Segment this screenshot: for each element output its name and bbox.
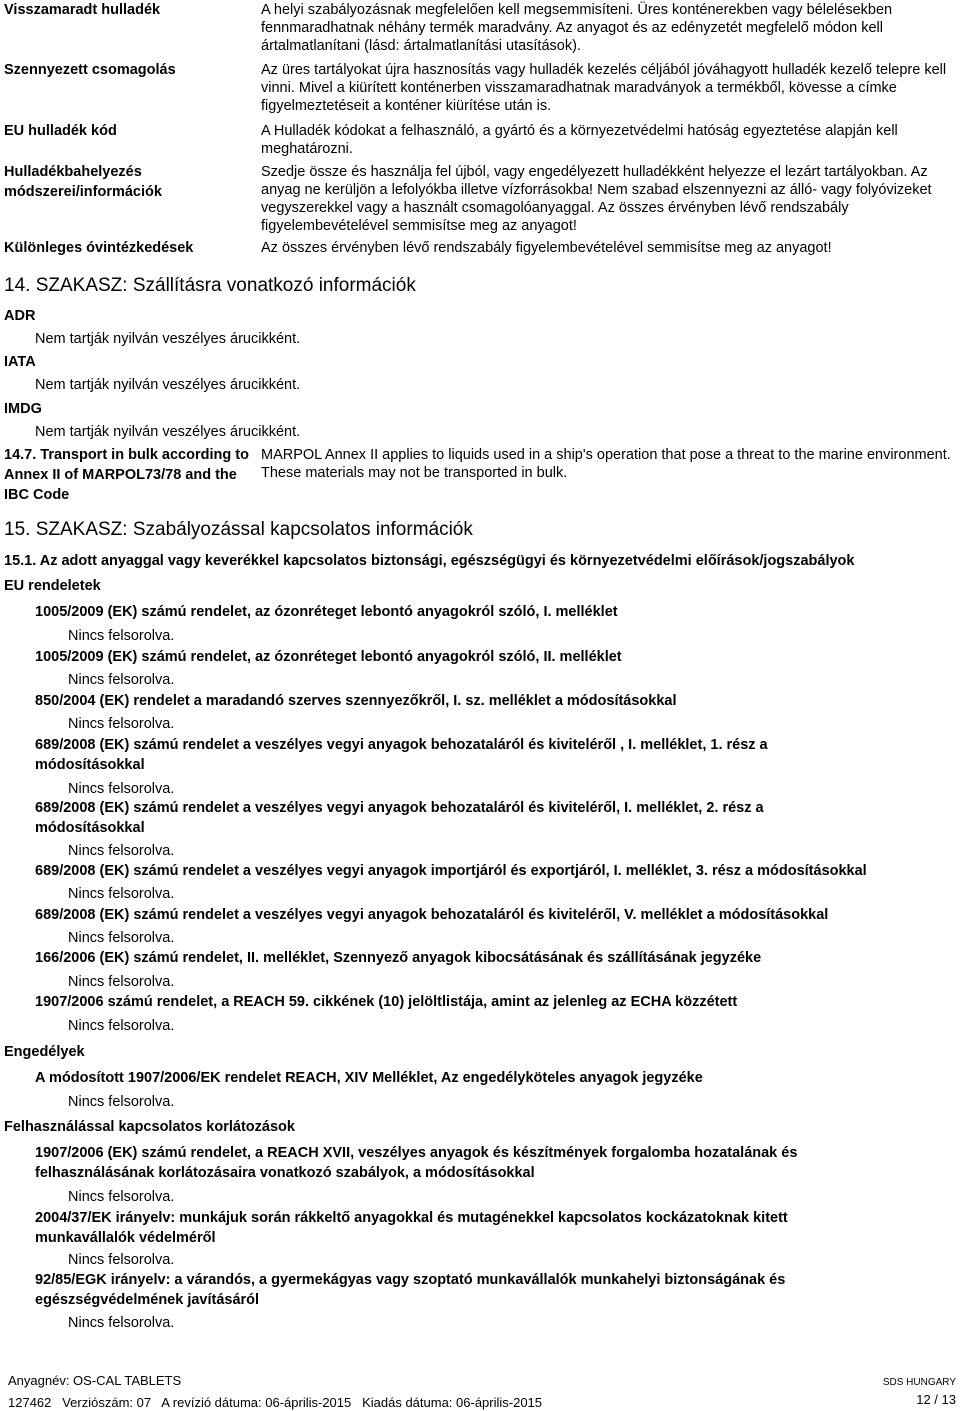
not-listed-text: Nincs felsorolva. xyxy=(68,886,175,902)
permits-heading: Engedélyek xyxy=(4,1044,85,1060)
text-eu-waste-code: A Hulladék kódokat a felhasználó, a gyártó és a környezetvédelmi hatóság egyeztetése alapján kell meghatározni. xyxy=(261,123,898,157)
permits-regulation-item: A módosított 1907/2006/EK rendelet REACH, XIV Melléklet, Az engedélyköteles anyagok jegyzéke xyxy=(35,1070,703,1086)
eu-regulation-item: 1005/2009 (EK) számú rendelet, az ózonréteget lebontó anyagokról szóló, I. melléklet xyxy=(35,604,618,620)
subsection-15-1: 15.1. Az adott anyaggal vagy keverékkel kapcsolatos biztonsági, egészségügyi és környezetvédelmi előírások/jogszabályok xyxy=(4,553,855,569)
label-eu-waste-code: EU hulladék kód xyxy=(4,123,117,139)
not-listed-text: Nincs felsorolva. xyxy=(68,781,175,797)
text-contaminated-packaging: Az üres tartályokat újra hasznosítás vagy hulladék kezelés céljából jóváhagyott hulladék kezelő telepre kell vinni. Mivel a kiürített konténerben visszamaradhatnak maradványok a termékből, kövesse a címke figyelmeztetéseit a konténer kiürítése után is. xyxy=(261,62,947,114)
text-disposal-methods: Szedje össze és használja fel újból, vagy engedélyezett hulladékként helyezze el lezárt tartályokban. Az anyag ne kerüljön a lefolyókba illetve vízforrásokba! Nem szabad elszennyezni az álló- vagy folyóvizeket vegyszerekkel vagy a használt csomagolóanyaggal. Az összes érvényben lévő rendszabály figyelembevételével semmisítse meg az anyagot! xyxy=(261,164,932,234)
not-listed-text: Nincs felsorolva. xyxy=(68,716,175,732)
iata-label: IATA xyxy=(4,354,36,370)
not-listed-text: Nincs felsorolva. xyxy=(68,672,175,688)
not-listed-text: Nincs felsorolva. xyxy=(68,1189,175,1205)
eu-regulation-item: 689/2008 (EK) számú rendelet a veszélyes vegyi anyagok behozataláról és kiviteléről , I. melléklet, 1. rész a módosításokkal xyxy=(35,737,768,773)
footer-sds-label: SDS HUNGARY xyxy=(882,1377,956,1388)
not-listed-text: Nincs felsorolva. xyxy=(68,1315,175,1331)
section-14-title: 14. SZAKASZ: Szállításra vonatkozó információk xyxy=(4,275,416,296)
eu-regulation-item: 166/2006 (EK) számú rendelet, II. melléklet, Szennyező anyagok kibocsátásának és szállításának jegyzéke xyxy=(35,950,762,966)
adr-label: ADR xyxy=(4,308,36,324)
text-special-precautions: Az összes érvényben lévő rendszabály figyelembevételével semmisítse meg az anyagot! xyxy=(261,240,832,256)
not-listed-text: Nincs felsorolva. xyxy=(68,1252,175,1268)
not-listed-text: Nincs felsorolva. xyxy=(68,1018,175,1034)
eu-regulation-item: 850/2004 (EK) rendelet a maradandó szerves szennyezőkről, I. sz. melléklet a módosításokkal xyxy=(35,693,677,709)
label-residual-waste: Visszamaradt hulladék xyxy=(4,2,161,18)
restriction-regulation-item: 2004/37/EK irányelv: munkájuk során rákkeltő anyagokkal és mutagénekkel kapcsolatos kockázatoknak kitett munkavállalók védelméről xyxy=(35,1210,788,1246)
eu-regulation-item: 1005/2009 (EK) számú rendelet, az ózonréteget lebontó anyagokról szóló, II. melléklet xyxy=(35,649,622,665)
restriction-regulation-item: 1907/2006 (EK) számú rendelet, a REACH XVII, veszélyes anyagok és készítmények forgalomba hozatalának és felhasználásának korlátozásaira vonatkozó szabályok, a módosításokkal xyxy=(35,1145,798,1181)
eu-regulations-heading: EU rendeletek xyxy=(4,578,101,594)
eu-regulation-item: 1907/2006 számú rendelet, a REACH 59. cikkének (10) jelöltlistája, amint az jelenleg az ECHA közzétett xyxy=(35,994,738,1010)
eu-regulation-item: 689/2008 (EK) számú rendelet a veszélyes vegyi anyagok importjáról és exportjáról, I. melléklet, 3. rész a módosításokkal xyxy=(35,863,867,879)
not-listed-text: Nincs felsorolva. xyxy=(68,1094,175,1110)
imdg-text: Nem tartják nyilván veszélyes árucikként. xyxy=(35,424,301,440)
not-listed-text: Nincs felsorolva. xyxy=(68,930,175,946)
restriction-regulation-item: 92/85/EGK irányelv: a várandós, a gyermekágyas vagy szoptató munkavállalók munkahelyi biztonságának és egészségvédelmének javításáról xyxy=(35,1272,786,1308)
iata-text: Nem tartják nyilván veszélyes árucikként. xyxy=(35,377,301,393)
text-residual-waste: A helyi szabályozásnak megfelelően kell megsemmisíteni. Üres konténerekben vagy bélelésekben fennmaradhatnak néhány termék maradvány. Az anyagot és az edényzetét megfelelő módon kell ártalmatlanítani (lásd: ártalmatlanítási utasítások). xyxy=(261,2,893,54)
footer-document-meta: 127462 Verziószám: 07 A revízió dátuma: 06-április-2015 Kiadás dátuma: 06-április-2015 xyxy=(8,1395,543,1410)
label-special-precautions: Különleges óvintézkedések xyxy=(4,240,194,256)
not-listed-text: Nincs felsorolva. xyxy=(68,843,175,859)
bulk-transport-label: 14.7. Transport in bulk according to Annex II of MARPOL73/78 and the IBC Code xyxy=(4,447,249,503)
not-listed-text: Nincs felsorolva. xyxy=(68,628,175,644)
adr-text: Nem tartják nyilván veszélyes árucikként. xyxy=(35,331,301,347)
not-listed-text: Nincs felsorolva. xyxy=(68,974,175,990)
imdg-label: IMDG xyxy=(4,401,42,417)
restrictions-heading: Felhasználással kapcsolatos korlátozások xyxy=(4,1119,295,1135)
label-disposal-methods: Hulladékbahelyezés módszerei/információk xyxy=(4,164,162,200)
label-contaminated-packaging: Szennyezett csomagolás xyxy=(4,62,176,78)
footer-product-name: Anyagnév: OS-CAL TABLETS xyxy=(8,1373,182,1388)
eu-regulation-item: 689/2008 (EK) számú rendelet a veszélyes vegyi anyagok behozataláról és kiviteléről, I. melléklet, 2. rész a módosításokkal xyxy=(35,800,764,836)
footer-page-number: 12 / 13 xyxy=(916,1392,956,1407)
bulk-transport-text: MARPOL Annex II applies to liquids used in a ship's operation that pose a threat to the marine environment. These materials may not be transported in bulk. xyxy=(261,447,951,481)
eu-regulation-item: 689/2008 (EK) számú rendelet a veszélyes vegyi anyagok behozataláról és kiviteléről, V. melléklet a módosításokkal xyxy=(35,907,829,923)
section-15-title: 15. SZAKASZ: Szabályozással kapcsolatos információk xyxy=(4,519,473,540)
